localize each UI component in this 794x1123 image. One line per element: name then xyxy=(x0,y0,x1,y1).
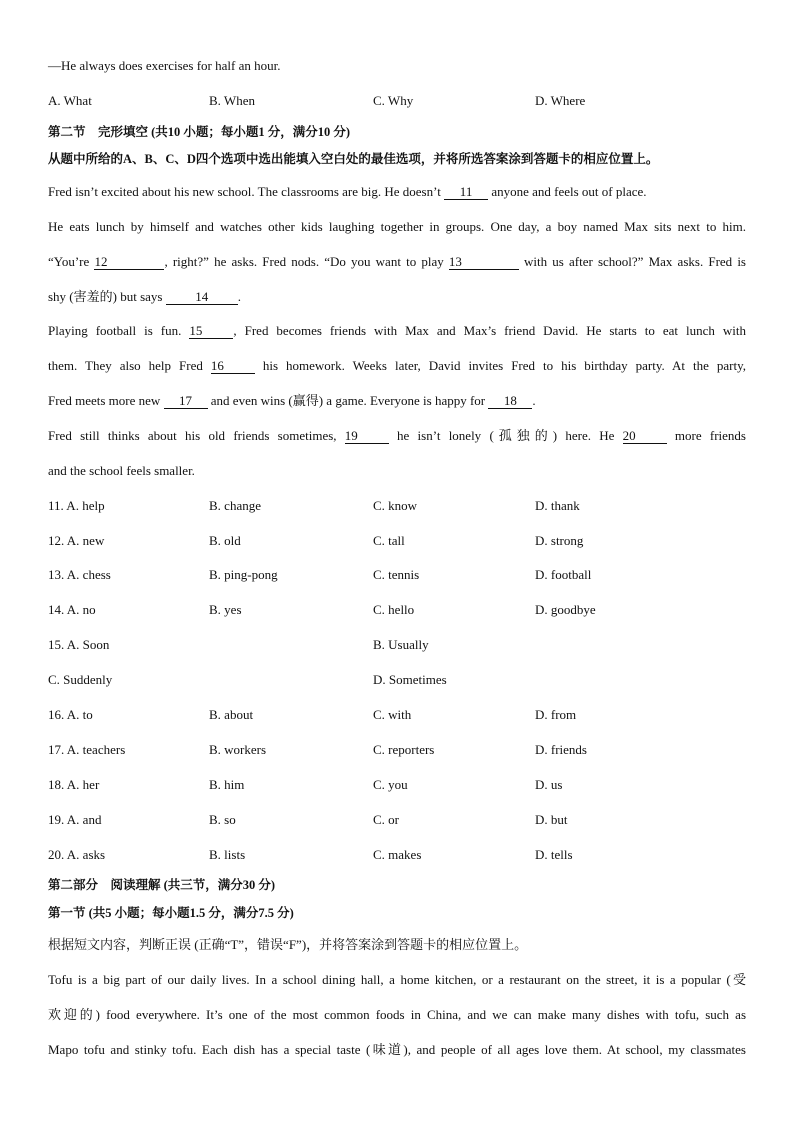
q14-d: D. goodbye xyxy=(535,602,596,617)
passage-line: Playing football is fun. 15 , Fred becomes friends with Max and Max’s friend David. He starts to eat lunch with xyxy=(48,323,746,338)
q12-a: 12. A. new xyxy=(48,533,105,548)
blank-18: 18 xyxy=(488,394,532,409)
blank-14: 14 xyxy=(166,290,238,305)
part-title: 第二部分 阅读理解 (共三节，满分30 分) xyxy=(48,878,276,892)
q17-a: 17. A. teachers xyxy=(48,742,126,757)
section-subtitle: 第一节 (共5 小题；每小题1.5 分，满分7.5 分) xyxy=(48,906,294,920)
q11-a: 11. A. help xyxy=(48,498,105,513)
q20-a: 20. A. asks xyxy=(48,847,106,862)
section-instruction: 从题中所给的A、B、C、D四个选项中选出能填入空白处的最佳选项，并将所选答案涂到答题卡的相应位置上。 xyxy=(48,152,659,166)
option-b: B. When xyxy=(209,93,255,108)
q16-a: 16. A. to xyxy=(48,707,93,722)
q14-b: B. yes xyxy=(209,602,242,617)
q19-d: D. but xyxy=(535,812,568,827)
q13-c: C. tennis xyxy=(373,567,420,582)
q15-a: 15. A. Soon xyxy=(48,637,110,652)
q12-d: D. strong xyxy=(535,533,584,548)
passage-line: Fred isn’t excited about his new school. The classrooms are big. He doesn’t 11 anyone and feels out of place. xyxy=(48,184,647,199)
reading-instruction: 根据短文内容，判断正误 (正确“T”，错误“F”)，并将答案涂到答题卡的相应位置上。 xyxy=(48,937,528,952)
q19-c: C. or xyxy=(373,812,399,827)
q15-d: D. Sometimes xyxy=(373,672,447,687)
q17-d: D. friends xyxy=(535,742,587,757)
q16-b: B. about xyxy=(209,707,254,722)
blank-12: 12 xyxy=(94,255,164,270)
q15-c: C. Suddenly xyxy=(48,672,113,687)
passage-line: Fred meets more new 17 and even wins (赢得) a game. Everyone is happy for 18 . xyxy=(48,393,536,408)
section-title: 第二节 完形填空 (共10 小题；每小题1 分，满分10 分) xyxy=(48,125,351,139)
q17-b: B. workers xyxy=(209,742,267,757)
q18-c: C. you xyxy=(373,777,408,792)
passage-line: “You’re 12 , right?” he asks. Fred nods. “Do you want to play 13 with us after school?” Max asks. Fred is xyxy=(48,254,746,269)
q13-a: 13. A. chess xyxy=(48,567,111,582)
reading-line: 欢迎的) food everywhere. It’s one of the most common foods in China, and we can make many dishes with tofu, such as xyxy=(48,1007,746,1022)
blank-19: 19 xyxy=(345,429,389,444)
q13-b: B. ping-pong xyxy=(209,567,278,582)
q17-c: C. reporters xyxy=(373,742,435,757)
q13-d: D. football xyxy=(535,567,592,582)
q16-d: D. from xyxy=(535,707,577,722)
q18-b: B. him xyxy=(209,777,245,792)
option-a: A. What xyxy=(48,93,92,108)
q11-c: C. know xyxy=(373,498,418,513)
q18-a: 18. A. her xyxy=(48,777,100,792)
passage-line: shy (害羞的) but says 14 . xyxy=(48,289,241,304)
q11-b: B. change xyxy=(209,498,261,513)
blank-13: 13 xyxy=(449,255,519,270)
q18-d: D. us xyxy=(535,777,563,792)
q19-b: B. so xyxy=(209,812,236,827)
passage-line: and the school feels smaller. xyxy=(48,463,195,478)
q14-c: C. hello xyxy=(373,602,415,617)
q14-a: 14. A. no xyxy=(48,602,96,617)
passage-line: He eats lunch by himself and watches other kids laughing together in groups. One day, a boy named Max sits next to him. xyxy=(48,219,746,234)
reading-line: Mapo tofu and stinky tofu. Each dish has a special taste (味道), and people of all ages love them. At school, my classmates xyxy=(48,1042,746,1057)
q12-b: B. old xyxy=(209,533,241,548)
passage-line: them. They also help Fred 16 his homework. Weeks later, David invites Fred to his birthday party. At the party, xyxy=(48,358,747,373)
q20-c: C. makes xyxy=(373,847,422,862)
q12-c: C. tall xyxy=(373,533,405,548)
passage-line: Fred still thinks about his old friends sometimes, 19 he isn’t lonely (孤独的) here. He 20 more friends xyxy=(48,428,746,443)
q15-b: B. Usually xyxy=(373,637,429,652)
answer-line: —He always does exercises for half an hour. xyxy=(48,58,281,73)
reading-line: Tofu is a big part of our daily lives. In a school dining hall, a home kitchen, or a restaurant on the street, it is a popular (受 xyxy=(48,972,746,987)
q20-d: D. tells xyxy=(535,847,573,862)
q16-c: C. with xyxy=(373,707,412,722)
blank-17: 17 xyxy=(164,394,208,409)
q11-d: D. thank xyxy=(535,498,580,513)
blank-20: 20 xyxy=(623,429,667,444)
blank-16: 16 xyxy=(211,359,255,374)
option-d: D. Where xyxy=(535,93,586,108)
blank-15: 15 xyxy=(189,324,233,339)
q19-a: 19. A. and xyxy=(48,812,102,827)
q20-b: B. lists xyxy=(209,847,246,862)
blank-11: 11 xyxy=(444,185,488,200)
option-c: C. Why xyxy=(373,93,414,108)
